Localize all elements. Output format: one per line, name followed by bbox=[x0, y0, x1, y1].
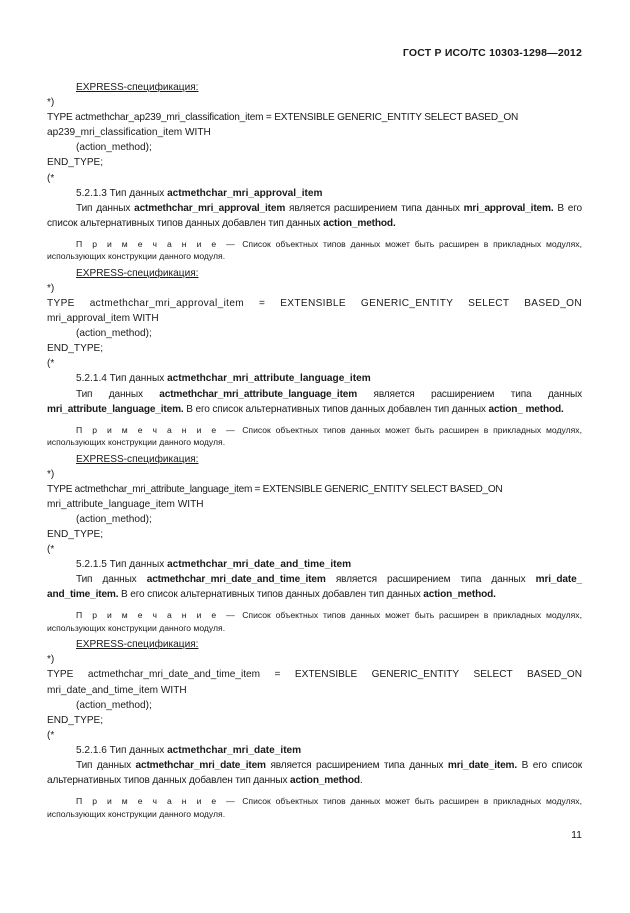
with-body: (action_method); bbox=[76, 699, 152, 711]
comment-open: (* bbox=[47, 544, 55, 556]
express-label: EXPRESS-спецификация: bbox=[76, 453, 199, 465]
comment-close: *) bbox=[47, 282, 55, 294]
page-number: 11 bbox=[571, 829, 582, 841]
type-declaration-cont: ap239_mri_classification_item WITH bbox=[47, 127, 211, 139]
comment-close: *) bbox=[47, 468, 55, 480]
section-heading: 5.2.1.4 Тип данных actmethchar_mri_attribute_language_item bbox=[76, 373, 371, 385]
type-declaration: TYPE actmethchar_mri_approval_item = EXTENSIBLE GENERIC_ENTITY SELECT BASED_ON bbox=[47, 297, 582, 309]
end-type: END_TYPE; bbox=[47, 528, 104, 540]
section-paragraph: Тип данных actmethchar_mri_approval_item является расширением типа данных mri_approval_item. В его список альтернативных типов данных добавлен тип данных action_method. bbox=[47, 202, 582, 229]
comment-close: *) bbox=[47, 97, 55, 109]
comment-open: (* bbox=[47, 729, 55, 741]
section-paragraph: Тип данных actmethchar_mri_attribute_language_item является расширением типа данных mri_attribute_language_item. В его список альтернативных типов данных добавлен тип данных action_ method. bbox=[47, 388, 582, 415]
type-declaration: TYPE actmethchar_mri_date_and_time_item = EXTENSIBLE GENERIC_ENTITY SELECT BASED_ON bbox=[47, 669, 582, 681]
end-type: END_TYPE; bbox=[47, 714, 104, 726]
section-heading: 5.2.1.3 Тип данных actmethchar_mri_approval_item bbox=[76, 187, 323, 199]
note: П р и м е ч а н и е — Список объектных типов данных может быть расширен в прикладных модулях, использующих конструкции данного модуля. bbox=[47, 796, 582, 819]
section-paragraph: Тип данных actmethchar_mri_date_item является расширением типа данных mri_date_item. В его список альтернативных типов данных добавлен тип данных action_method. bbox=[47, 760, 582, 787]
type-declaration: TYPE actmethchar_mri_attribute_language_item = EXTENSIBLE GENERIC_ENTITY SELECT BASED_ON bbox=[47, 483, 503, 495]
note: П р и м е ч а н и е — Список объектных типов данных может быть расширен в прикладных модулях, использующих конструкции данного модуля. bbox=[47, 238, 582, 262]
end-type: END_TYPE; bbox=[47, 157, 104, 169]
express-label: EXPRESS-спецификация: bbox=[76, 82, 199, 93]
with-body: (action_method); bbox=[76, 513, 152, 525]
with-body: (action_method); bbox=[76, 328, 152, 340]
express-label: EXPRESS-спецификация: bbox=[76, 267, 199, 279]
note: П р и м е ч а н и е — Список объектных типов данных может быть расширен в прикладных модулях, использующих конструкции данного модуля. bbox=[47, 424, 582, 448]
type-declaration-cont: mri_attribute_language_item WITH bbox=[47, 498, 204, 510]
section-paragraph: Тип данных actmethchar_mri_date_and_time_item является расширением типа данных mri_date_ and_time_item. В его список альтернативных типов данных добавлен тип данных action_method. bbox=[47, 574, 582, 601]
comment-open: (* bbox=[47, 172, 55, 184]
comment-open: (* bbox=[47, 358, 55, 370]
standard-header: ГОСТ Р ИСО/ТС 10303-1298—2012 bbox=[402, 47, 582, 59]
end-type: END_TYPE; bbox=[47, 343, 104, 355]
section-heading: 5.2.1.5 Тип данных actmethchar_mri_date_and_time_item bbox=[76, 559, 352, 571]
with-body: (action_method); bbox=[76, 142, 152, 154]
note: П р и м е ч а н и е — Список объектных типов данных может быть расширен в прикладных модулях, использующих конструкции данного модуля. bbox=[47, 610, 582, 633]
section-heading: 5.2.1.6 Тип данных actmethchar_mri_date_item bbox=[76, 744, 302, 756]
page-content bbox=[47, 80, 582, 823]
type-declaration-cont: mri_date_and_time_item WITH bbox=[47, 684, 187, 696]
type-declaration-cont: mri_approval_item WITH bbox=[47, 313, 159, 325]
comment-close: *) bbox=[47, 654, 55, 666]
type-declaration: TYPE actmethchar_ap239_mri_classification_item = EXTENSIBLE GENERIC_ENTITY SELECT BASED_ON bbox=[47, 112, 519, 124]
express-label: EXPRESS-спецификация: bbox=[76, 639, 199, 651]
